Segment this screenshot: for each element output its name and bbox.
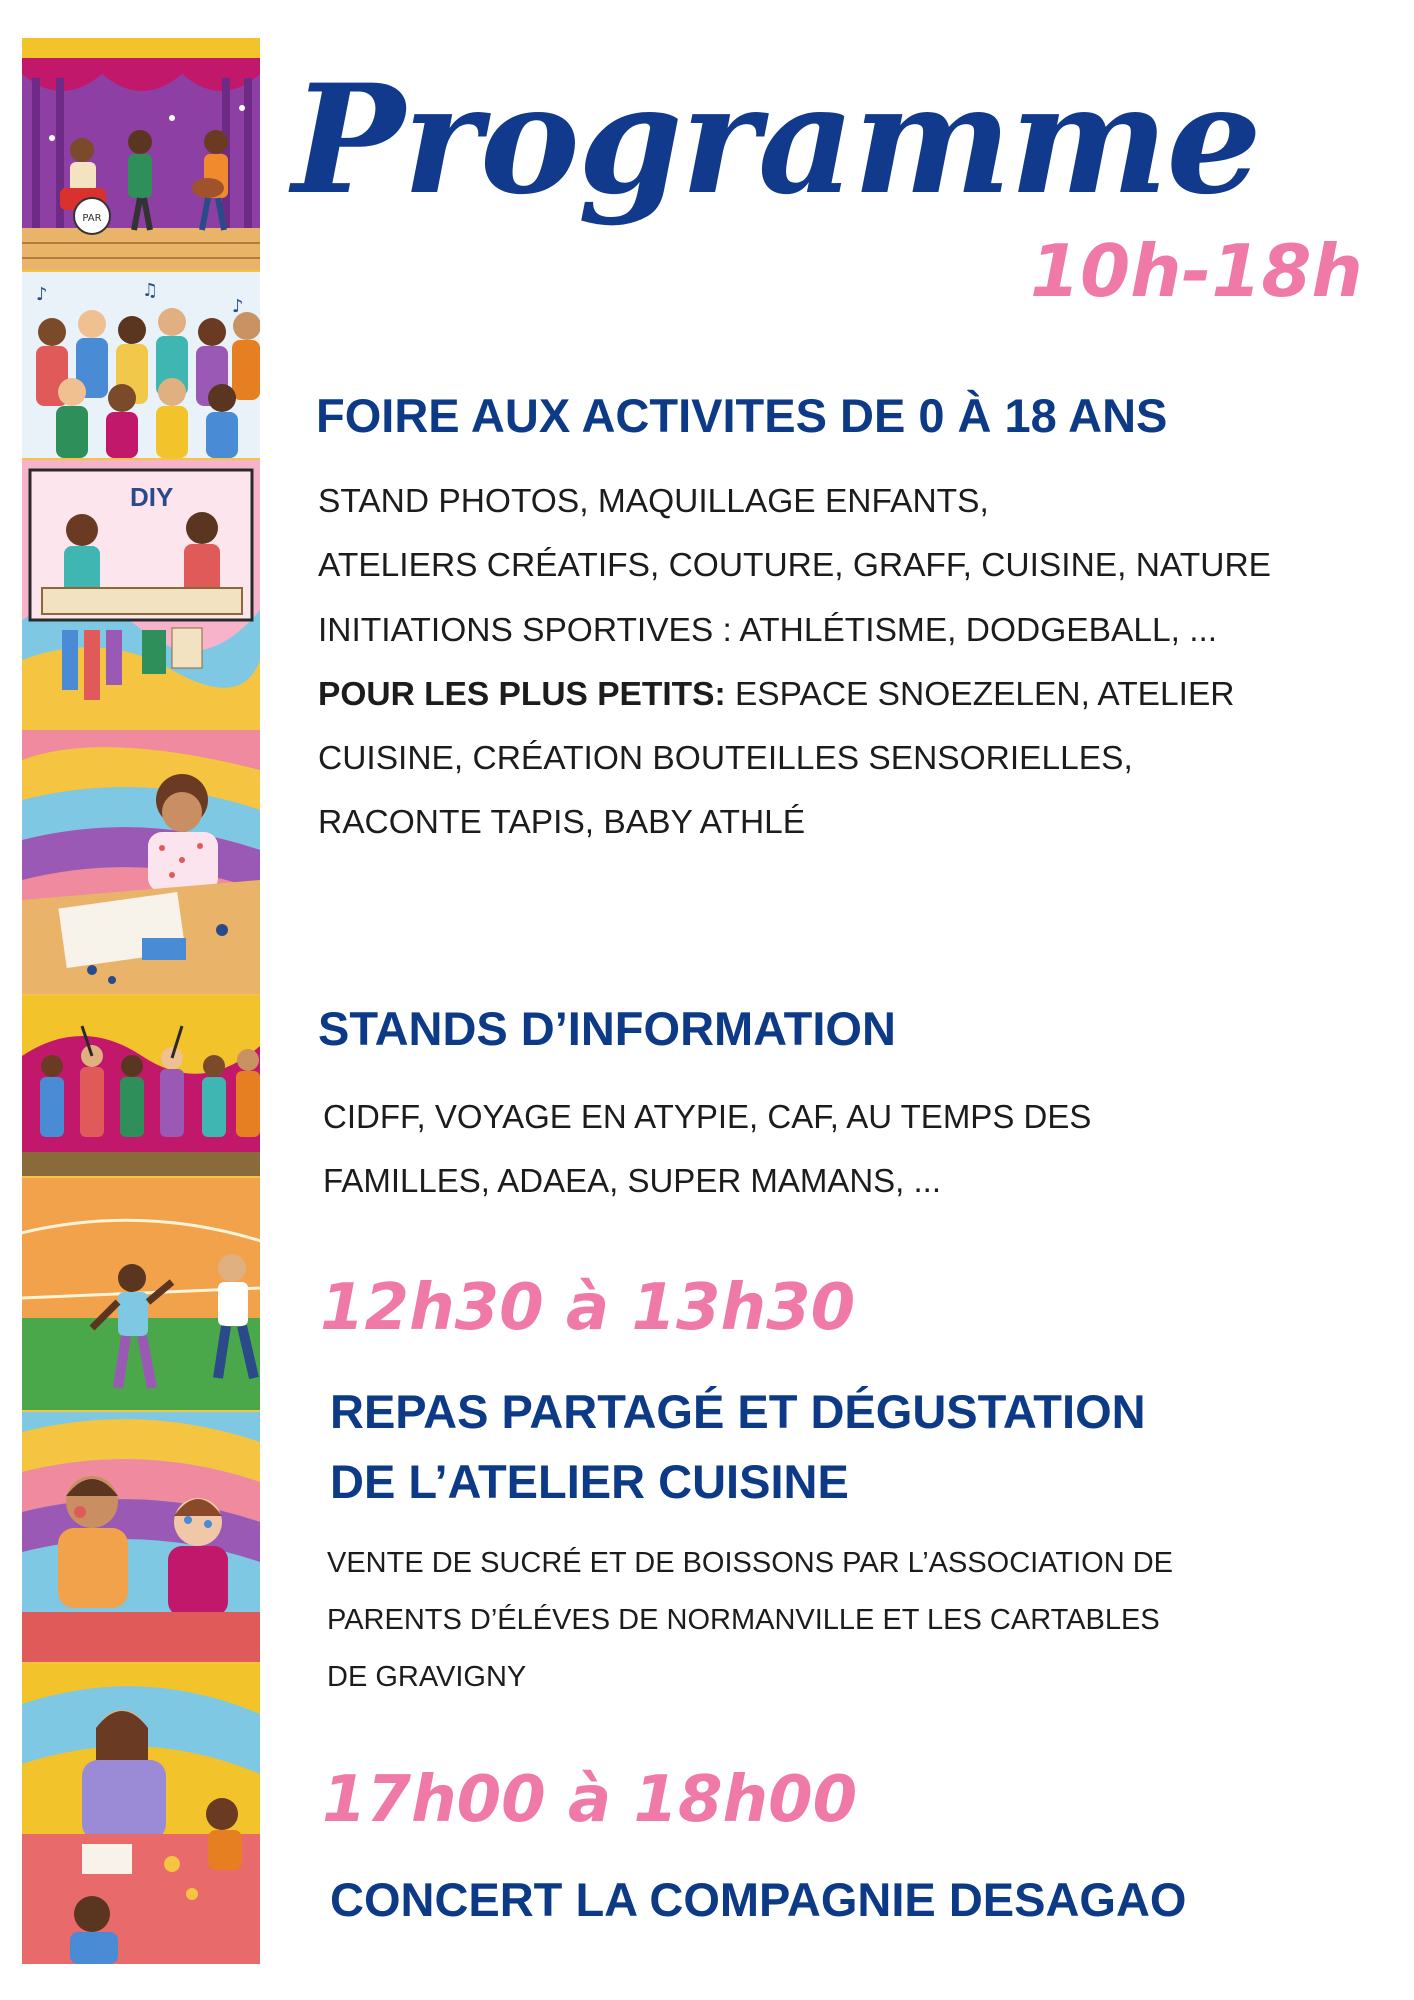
page-title: Programme (292, 52, 1260, 228)
diy-workshop-illustration (22, 460, 260, 728)
sports-court-illustration (22, 1178, 260, 1410)
opening-hours: 10h-18h (1030, 229, 1363, 313)
lunch-time: 12h30 à 13h30 (320, 1271, 856, 1345)
shared-meal-text (327, 1535, 1173, 1706)
concert-heading: CONCERT LA COMPAGNIE DESAGAO (330, 1873, 1187, 1926)
activity-line: RACONTE TAPIS, BABY ATHLÉ (318, 804, 806, 842)
toddler-activities-line (318, 663, 1271, 727)
activity-line: ATELIERS CRÉATIFS, COUTURE, GRAFF, CUISINE, NATURE (318, 547, 1271, 585)
activity-line: INITIATIONS SPORTIVES : ATHLÉTISME, DODGEBALL, ... (318, 611, 1218, 649)
concert-time: 17h00 à 18h00 (322, 1763, 858, 1837)
toddler-text: ESPACE SNOEZELEN, ATELIER (725, 675, 1235, 713)
svg-text:♫: ♫ (142, 280, 159, 301)
shared-meal-line: VENTE DE SUCRÉ ET DE BOISSONS PAR L’ASSOCIATION DE (327, 1547, 1174, 1579)
svg-text:♪: ♪ (232, 296, 244, 317)
activity-line: STAND PHOTOS, MAQUILLAGE ENFANTS, (318, 483, 989, 520)
activities-fair-text (318, 470, 1271, 856)
info-stands-line: CIDFF, VOYAGE EN ATYPIE, CAF, AU TEMPS DES (323, 1098, 1092, 1135)
toddler-label: POUR LES PLUS PETITS: (318, 675, 726, 713)
info-stands-line: FAMILLES, ADAEA, SUPER MAMANS, ... (323, 1162, 942, 1199)
shared-meal-line: PARENTS D’ÉLÉVES DE NORMANVILLE ET LES CARTABLES (327, 1604, 1160, 1636)
illustration-strip (22, 38, 260, 1964)
drum-label: PAR (82, 213, 102, 224)
svg-text:♪: ♪ (36, 284, 48, 305)
face-painting-illustration (22, 1412, 260, 1662)
diy-sign: DIY (130, 482, 174, 512)
info-stands-text (323, 1085, 1091, 1213)
info-stands-heading: STANDS D’INFORMATION (318, 1002, 896, 1055)
shared-meal-heading-line1: REPAS PARTAGÉ ET DÉGUSTATION (330, 1385, 1146, 1438)
activities-fair-heading: FOIRE AUX ACTIVITES DE 0 À 18 ANS (316, 389, 1168, 442)
shared-meal-line: DE GRAVIGNY (327, 1661, 527, 1693)
crowd-illustration (22, 272, 260, 458)
concert-stage-illustration (22, 38, 260, 270)
child-crafting-illustration (22, 730, 260, 994)
shared-meal-heading-line2: DE L’ATELIER CUISINE (330, 1455, 849, 1508)
dancing-crowd-illustration (22, 996, 260, 1176)
activity-line: CUISINE, CRÉATION BOUTEILLES SENSORIELLES, (318, 740, 1133, 778)
kitchen-workshop-illustration (22, 1664, 260, 1964)
